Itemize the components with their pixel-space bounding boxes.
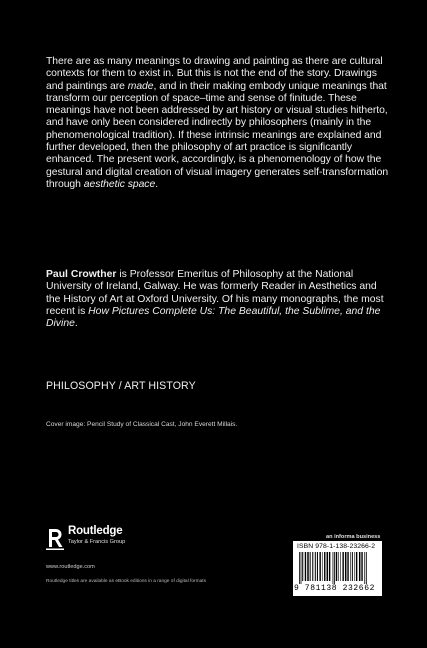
barcode-digits: 9 781138 232662 [294,584,376,593]
author-name: Paul Crowther [46,269,117,280]
barcode-bar [333,552,334,584]
barcode-bar [338,552,339,581]
barcode-bar [315,552,316,581]
barcode-bar [350,552,351,581]
barcode-bar [329,552,330,581]
barcode-bar [364,552,365,584]
barcode-bar [324,552,325,581]
book-blurb [46,56,391,191]
cover-image-credit: Cover image: Pencil Study of Classical Cast, John Everett Millais. [46,421,238,428]
barcode-bar [312,552,313,581]
blurb-italic-made: made [127,80,154,92]
publisher-block [46,525,186,565]
blurb-text-3: . [155,178,159,190]
barcode-bar [345,552,347,581]
barcode-bars [297,552,378,584]
barcode-bar [322,552,323,581]
barcode-bar [305,552,306,581]
barcode-bar [342,552,343,581]
barcode-bar [319,552,320,581]
isbn-number: ISBN 978-1-138-23266-2 [297,543,376,550]
barcode-bar [366,552,367,584]
blurb-italic-aesthetic-space: aesthetic space [83,178,156,190]
subject-category: PHILOSOPHY / ART HISTORY [46,380,196,392]
barcode-bar [317,552,318,581]
barcode-bar [347,552,348,581]
barcode-bar [307,552,309,581]
author-bio [46,269,391,330]
barcode-bar [361,552,362,581]
publisher-name: Routledge [68,525,123,537]
author-bio-end: . [74,318,78,330]
barcode-bar [336,552,338,581]
barcode-bar [334,552,335,584]
informa-business-label: an informa business [326,534,381,540]
author-bio-text: is Professor Emeritus of Philosophy at the National University of Ireland, Galway. He was formerly Reader in Aesthetics and the History of Art at Oxford University. Of his many monographs, the most recent is [46,269,384,317]
publisher-url: www.routledge.com [46,564,95,570]
blurb-text-2: , and in their making embody unique meanings that transform our perception of space–time and sense of finitude. These meanings have not been addressed by art history or visual studies hitherto, and have only been considered indirectly by philosophers (mainly in the phenomenological tradition). If these intrinsic meanings are explained and further developed, then the philosophy of art practice is significantly enhanced. The present work, accordingly, is a phenomenology of how the gestural and digital creation of visual imagery generates self-transformation through [46,80,389,190]
barcode-bar [354,552,355,581]
routledge-logo-icon [46,526,64,550]
barcode-bar [356,552,357,581]
publisher-group: Taylor & Francis Group [68,539,126,545]
recent-book-title: How Pictures Complete Us: The Beautiful, the Sublime, and the Divine [46,305,381,330]
barcode-bar [301,552,302,584]
ebook-availability-note: Routledge titles are available as eBook editions in a range of digital formats [46,579,206,584]
isbn-barcode [293,541,382,596]
barcode-bar [310,552,311,581]
barcode-bar [359,552,361,581]
barcode-bar [340,552,341,581]
barcode-bar [352,552,353,581]
barcode-bar [302,552,303,581]
blurb-text-1: There are as many meanings to drawing and painting as there are cultural contexts for them to exist in. But this is not the end of the story. Drawings and paintings are [46,56,383,92]
barcode-bar [299,552,300,584]
barcode-bar [327,552,329,581]
